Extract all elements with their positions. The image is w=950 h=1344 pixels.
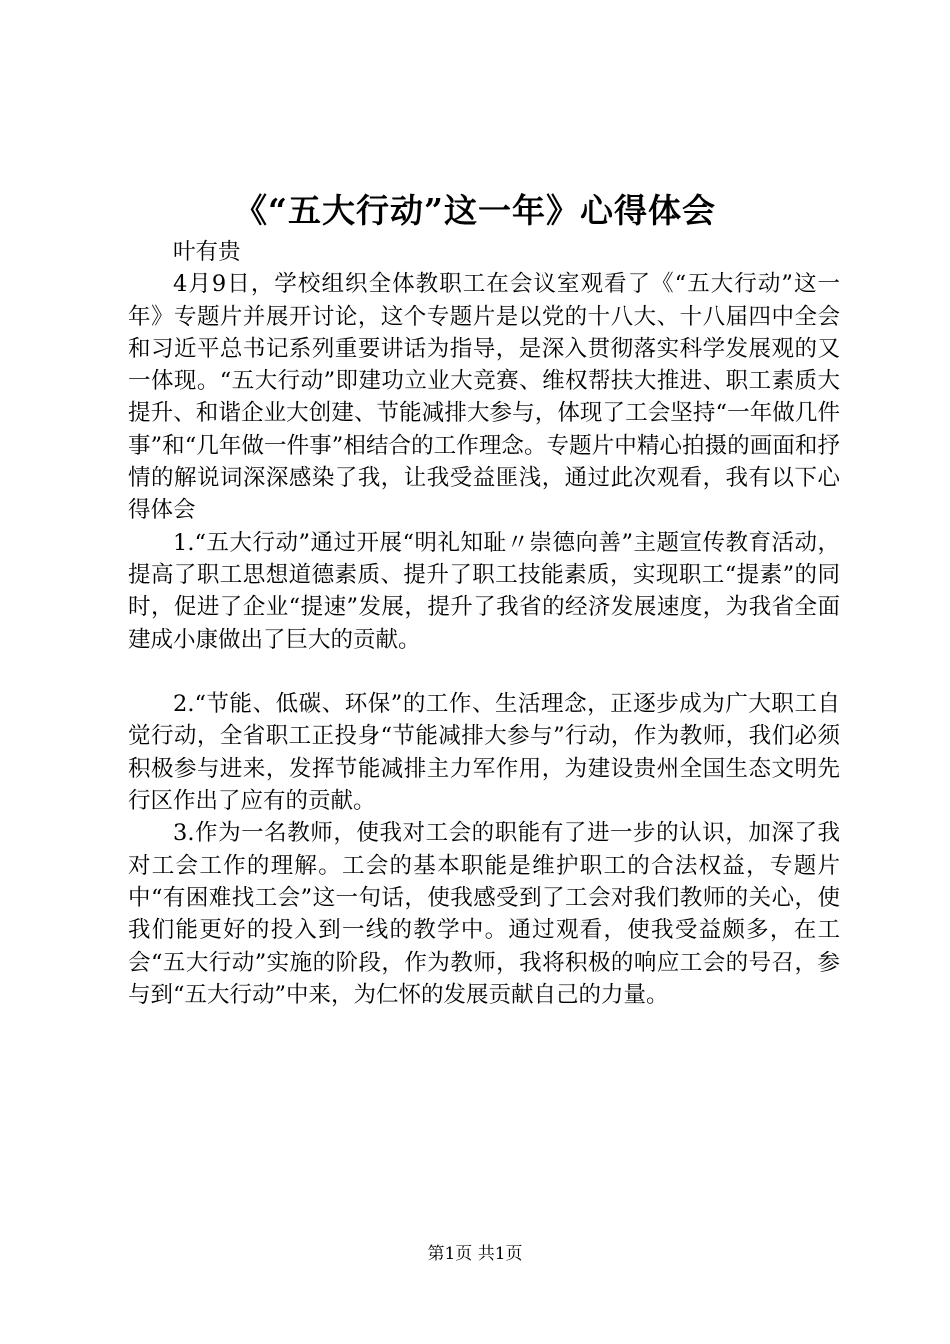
paragraph-intro: 4月9日，学校组织全体教职工在会议室观看了《“五大行动”这一年》专题片并展开讨论，这个专题片是以党的十八大、十八届四中全会和习近平总书记系列重要讲话为指导，是深入贯彻落实科学发展观的又一体现。“五大行动”即建功立业大竞赛、维权帮扶大推进、职工素质大提升、和谐企业大创建、节能减排大参与，体现了工会坚持“一年做几件事”和“几年做一件事”相结合的工作理念。专题片中精心拍摄的画面和抒情的解说词深深感染了我，让我受益匪浅，通过此次观看，我有以下心得体会	[128, 271, 840, 524]
paragraph-point-2: 2.“节能、低碳、环保”的工作、生活理念，正逐步成为广大职工自觉行动，全省职工正投身“节能减排大参与”行动，作为教师，我们必须积极参与进来，发挥节能减排主力军作用，为建设贵州全国生态文明先行区作出了应有的贡献。	[128, 691, 840, 815]
author-name: 叶有贵	[173, 239, 241, 265]
paragraph-point-1: 1.“五大行动”通过开展“明礼知耻〃崇德向善”主题宣传教育活动，提高了职工思想道德素质、提升了职工技能素质，实现职工“提素”的同时，促进了企业“提速”发展，提升了我省的经济发展速度，为我省全面建成小康做出了巨大的贡献。	[128, 529, 840, 653]
page-footer: 第1页 共1页	[427, 1244, 523, 1264]
document-body	[128, 236, 840, 1011]
paragraph-point-3: 3.作为一名教师，使我对工会的职能有了进一步的认识，加深了我对工会工作的理解。工会的基本职能是维护职工的合法权益，专题片中“有困难找工会”这一句话，使我感受到了工会对我们教师的关心，使我们能更好的投入到一线的教学中。通过观看，使我受益颇多，在工会“五大行动”实施的阶段，作为教师，我将积极的响应工会的号召，参与到“五大行动”中来，为仁怀的发展贡献自己的力量。	[128, 820, 840, 1008]
blank-line	[128, 656, 840, 688]
document-title: 《“五大行动”这一年》心得体会	[234, 191, 716, 230]
